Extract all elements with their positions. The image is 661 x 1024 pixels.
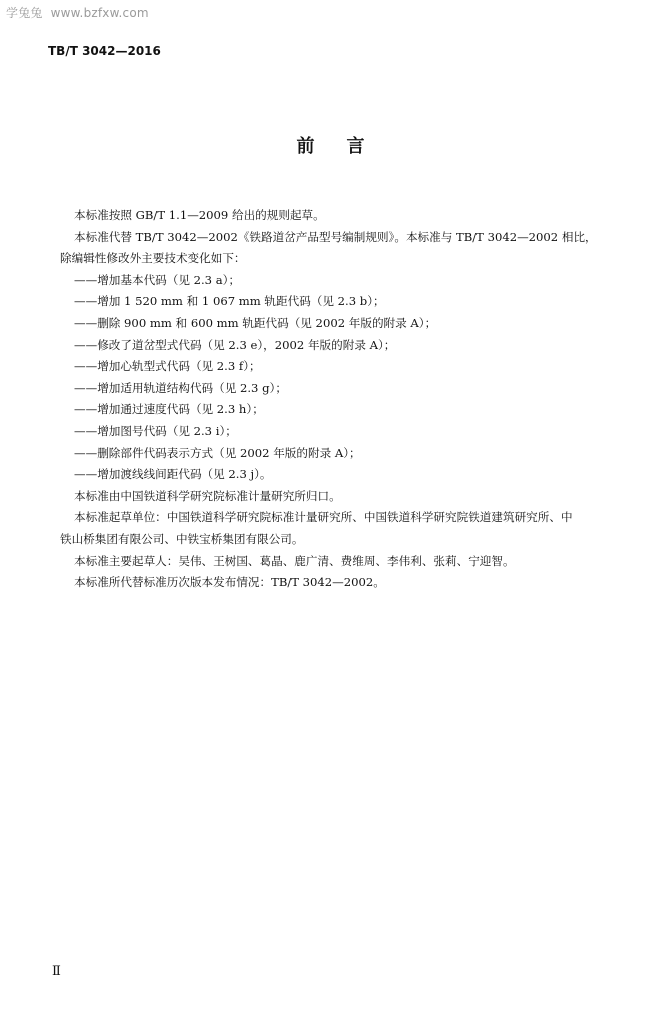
page-title: 前言 bbox=[296, 136, 397, 157]
watermark-site-name: 学兔兔 bbox=[6, 6, 43, 20]
list-item: ——删除 900 mm 和 600 mm 轨距代码（见 2002 年版的附录 A）； bbox=[74, 315, 437, 330]
watermark bbox=[6, 4, 149, 21]
paragraph-history: 本标准所代替标准历次版本发布情况：TB/T 3042—2002。 bbox=[74, 575, 385, 590]
list-item: ——增加图号代码（见 2.3 i）； bbox=[74, 423, 237, 438]
list-item: ——增加通过速度代码（见 2.3 h）； bbox=[74, 402, 264, 417]
list-item: ——增加 1 520 mm 和 1 067 mm 轨距代码（见 2.3 b）； bbox=[74, 294, 385, 309]
document-code: TB/T 3042—2016 bbox=[48, 44, 161, 58]
watermark-url: www.bzfxw.com bbox=[50, 6, 149, 20]
paragraph-drafting-units-line2: 铁山桥集团有限公司、中铁宝桥集团有限公司。 bbox=[60, 531, 304, 546]
list-item: ——增加基本代码（见 2.3 a）； bbox=[74, 272, 241, 287]
changes-list bbox=[74, 270, 634, 486]
list-item: ——修改了道岔型式代码（见 2.3 e），2002 年版的附录 A）； bbox=[74, 337, 396, 352]
page-number: Ⅱ bbox=[52, 964, 61, 979]
paragraph-replacement-line2: 除编辑性修改外主要技术变化如下： bbox=[60, 251, 246, 266]
paragraph-drafting-rules: 本标准按照 GB/T 1.1—2009 给出的规则起草。 bbox=[74, 208, 325, 222]
paragraph-drafting-units-line1: 本标准起草单位：中国铁道科学研究院标准计量研究所、中国铁道科学研究院铁道建筑研究所、中 bbox=[74, 510, 573, 525]
list-item: ——增加适用轨道结构代码（见 2.3 g）； bbox=[74, 380, 287, 395]
document-body bbox=[60, 205, 634, 594]
list-item: ——增加渡线线间距代码（见 2.3 j）。 bbox=[74, 467, 272, 482]
paragraph-drafters: 本标准主要起草人：吴伟、王树国、葛晶、鹿广清、费维周、李伟利、张莉、宁迎智。 bbox=[74, 553, 515, 568]
paragraph-proposer: 本标准由中国铁道科学研究院标准计量研究所归口。 bbox=[74, 488, 341, 503]
paragraph-replacement-line1: 本标准代替 TB/T 3042—2002《铁路道岔产品型号编制规则》。本标准与 TB/T 3042—2002 相比， bbox=[74, 229, 597, 244]
list-item: ——增加心轨型式代码（见 2.3 f）； bbox=[74, 359, 261, 374]
list-item: ——删除部件代码表示方式（见 2002 年版的附录 A）； bbox=[74, 445, 361, 460]
